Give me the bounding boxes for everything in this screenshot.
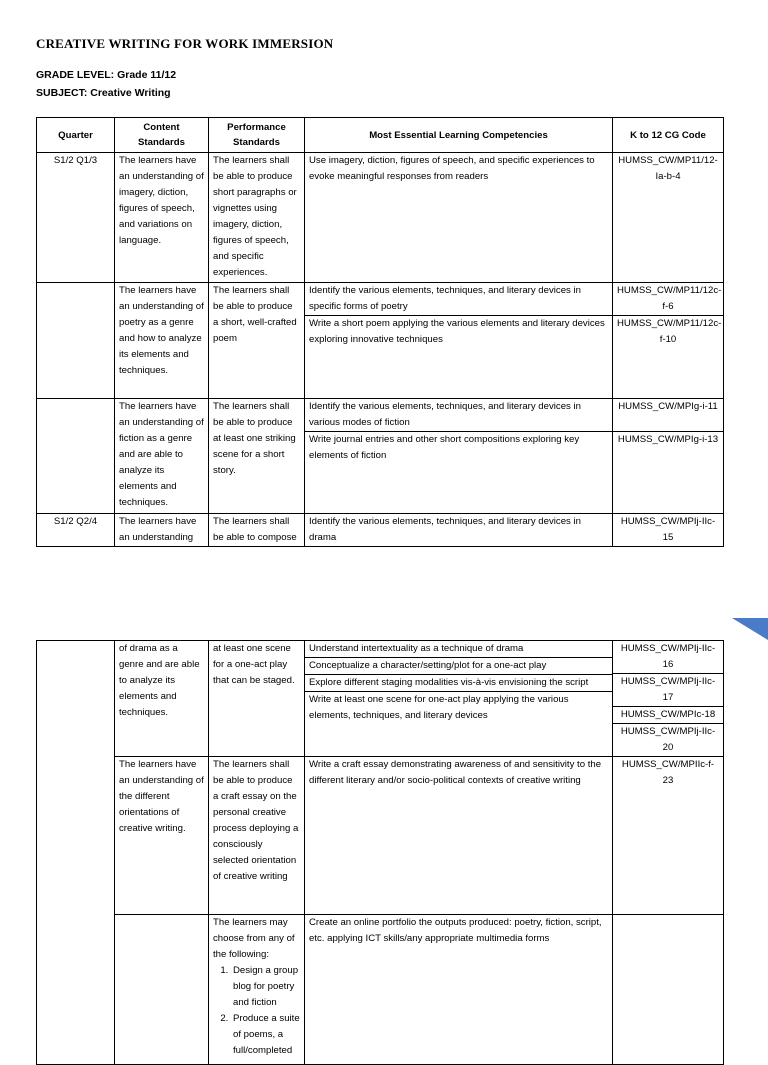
- table-row: [37, 283, 724, 399]
- table-row: [37, 399, 724, 514]
- options-list: [213, 963, 300, 1059]
- table-row: [37, 641, 724, 757]
- competency-cell: Create an online portfolio the outputs produced: poetry, fiction, script, etc. applying ICT skills/any appropriate multimedia forms: [305, 915, 613, 1065]
- curriculum-table-page-1: [36, 117, 724, 547]
- document-page-2: [0, 610, 768, 1056]
- content-standard-cell: [115, 915, 209, 1065]
- competency-item: Understand intertextuality as a technique of drama: [305, 641, 612, 658]
- quarter-cell: S1/2 Q2/4: [37, 514, 115, 547]
- performance-standard-cell: The learners shall be able to produce a short, well-crafted poem: [209, 283, 305, 399]
- quarter-cell: [37, 399, 115, 514]
- cg-code-item: HUMSS_CW/MPIg-i-13: [617, 434, 719, 445]
- options-intro: The learners may choose from any of the following:: [213, 917, 295, 960]
- col-content-standards: Content Standards: [115, 118, 209, 153]
- document-title: CREATIVE WRITING FOR WORK IMMERSION: [36, 36, 334, 51]
- content-standard-cell: The learners have an understanding of imagery, diction, figures of speech, and variations on language.: [115, 153, 209, 283]
- performance-standard-cell: The learners shall be able to compose: [209, 514, 305, 547]
- performance-standard-cell: The learners shall be able to produce short paragraphs or vignettes using imagery, diction, figures of speech, and specific experiences.: [209, 153, 305, 283]
- performance-standard-cell: The learners shall be able to produce a craft essay on the personal creative process deploying a consciously selected orientation of creative writing: [209, 757, 305, 915]
- cg-code-cell: HUMSS_CW/MP11/12-Ia-b-4: [613, 153, 724, 283]
- subject: SUBJECT: Creative Writing: [36, 87, 171, 99]
- content-standard-cell: The learners have an understanding of fiction as a genre and are able to analyze its elements and techniques.: [115, 399, 209, 514]
- quarter-cell: [37, 283, 115, 399]
- cg-code-cell: [613, 641, 724, 757]
- grade-level: GRADE LEVEL: Grade 11/12: [36, 69, 177, 81]
- col-competencies: Most Essential Learning Competencies: [305, 118, 613, 153]
- cg-code-item: HUMSS_CW/MPIc-18: [613, 707, 723, 724]
- content-standard-cell: The learners have an understanding of poetry as a genre and how to analyze its elements and techniques.: [115, 283, 209, 399]
- col-cg-code: K to 12 CG Code: [613, 118, 724, 153]
- list-item: 2. Produce a suite of poems, a full/completed: [231, 1011, 300, 1059]
- page-corner-fold: [732, 618, 768, 640]
- competency-item: Explore different staging modalities vis-à-vis envisioning the script: [305, 675, 612, 692]
- competency-item: Write journal entries and other short compositions exploring key elements of fiction: [309, 434, 580, 461]
- content-standard-cell: of drama as a genre and are able to analyze its elements and techniques.: [115, 641, 209, 757]
- competency-cell: Identify the various elements, techniques, and literary devices in drama: [305, 514, 613, 547]
- list-item: 1. Design a group blog for poetry and fiction: [231, 963, 300, 1011]
- curriculum-table-page-2: [36, 640, 724, 1065]
- table-header-row: [37, 118, 724, 153]
- performance-standard-cell: The learners shall be able to produce at least one striking scene for a short story.: [209, 399, 305, 514]
- cg-code-item: HUMSS_CW/MP11/12c-f-6: [613, 283, 723, 316]
- competency-cell: [305, 641, 613, 757]
- cg-code-cell: [613, 283, 724, 399]
- cg-code-item: HUMSS_CW/MPIg-i-11: [613, 399, 723, 432]
- cg-code-item: HUMSS_CW/MPIj-IIc-20: [620, 726, 716, 753]
- competency-item: Write a short poem applying the various elements and literary devices exploring innovative techniques: [309, 318, 605, 345]
- content-standard-cell: The learners have an understanding: [115, 514, 209, 547]
- competency-item: Identify the various elements, techniques, and literary devices in various modes of fiction: [305, 399, 612, 432]
- cg-code-cell: [613, 399, 724, 514]
- cg-code-item: HUMSS_CW/MP11/12c-f-10: [617, 318, 722, 345]
- table-row: [37, 153, 724, 283]
- performance-standard-cell: at least one scene for a one-act play that can be staged.: [209, 641, 305, 757]
- cg-code-cell: HUMSS_CW/MPIj-IIc-15: [613, 514, 724, 547]
- quarter-cell: [37, 641, 115, 1065]
- competency-item: Identify the various elements, techniques, and literary devices in specific forms of poetry: [305, 283, 612, 316]
- quarter-cell: S1/2 Q1/3: [37, 153, 115, 283]
- competency-cell: [305, 399, 613, 514]
- competency-item: Conceptualize a character/setting/plot for a one-act play: [305, 658, 612, 675]
- table-row: [37, 757, 724, 915]
- performance-standard-cell: [209, 915, 305, 1065]
- content-standard-cell: The learners have an understanding of the different orientations of creative writing.: [115, 757, 209, 915]
- cg-code-cell: [613, 915, 724, 1065]
- col-performance-standards: Performance Standards: [209, 118, 305, 153]
- competency-cell: Write a craft essay demonstrating awareness of and sensitivity to the different literary and/or socio-political contexts of creative writing: [305, 757, 613, 915]
- cg-code-item: HUMSS_CW/MPIj-IIc-16: [613, 641, 723, 674]
- cg-code-item: HUMSS_CW/MPIj-IIc-17: [613, 674, 723, 707]
- competency-cell: [305, 283, 613, 399]
- col-quarter: Quarter: [37, 118, 115, 153]
- cg-code-cell: HUMSS_CW/MPIIc-f-23: [613, 757, 724, 915]
- competency-item: Write at least one scene for one-act play applying the various elements, techniques, and literary devices: [309, 694, 569, 721]
- competency-cell: Use imagery, diction, figures of speech, and specific experiences to evoke meaningful responses from readers: [305, 153, 613, 283]
- table-row: [37, 915, 724, 1065]
- table-row: [37, 514, 724, 547]
